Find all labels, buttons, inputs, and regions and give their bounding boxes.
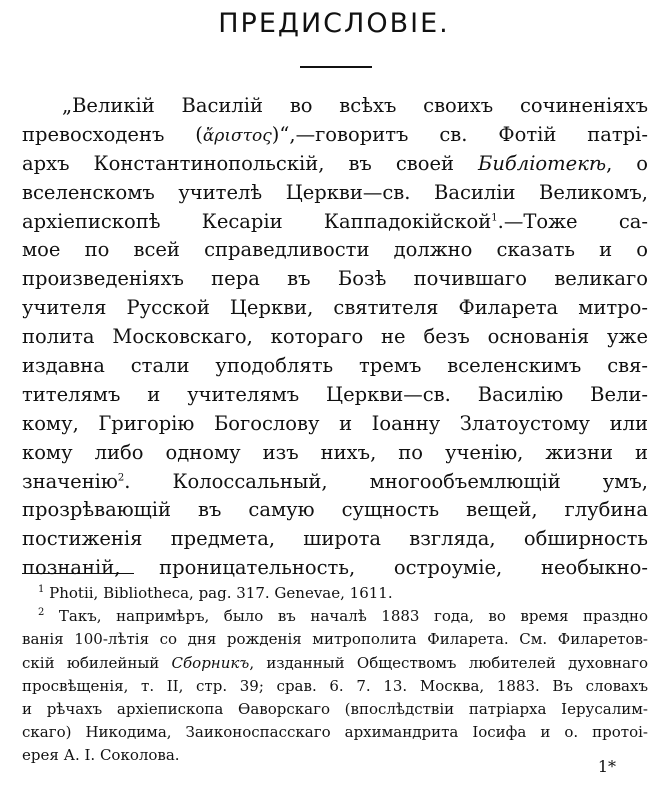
body-line: постиженія предмета, широта взгляда, обширность [22,527,648,551]
footnote-line: скаго) Никодима, Заиконоспасскаго архимандрита Іосифа и о. протоі- [22,723,648,742]
title-divider [300,66,372,68]
footnote-line: скій юбилейный Сборникъ, изданный Обществомъ любителей духовнаго [22,653,649,672]
body-text [22,92,648,583]
body-line: тителямъ и учителямъ Церкви—св. Василію Вели- [22,382,648,406]
body-line: прозрѣвающій въ самую сущность вещей, глубина [22,498,648,522]
footnote-line: ванія 100-лѣтія со дня рожденія митрополита Филарета. См. Филаретов- [22,630,648,649]
body-line: кому либо одному изъ нихъ, по ученію, жизни и [22,440,648,464]
body-line: полита Московскаго, котораго не безъ основанія уже [22,325,648,349]
body-line: вселенскомъ учителѣ Церкви—св. Василіи Великомъ, [22,180,648,204]
footnote-line: и рѣчахъ архіепископа Ѳаворскаго (впослѣдствіи патріарха Іерусалим- [22,699,648,718]
footnote-1: $^1$ Photii, Bibliotheca, pag. 317. Genevae, 1611. [38,584,393,602]
body-line: кому, Григорію Богослову и Іоанну Златоустому или [22,411,648,435]
body-line: мое по всей справедливости должно сказать и о [22,238,648,262]
body-line: произведеніяхъ пера въ Бозѣ почившаго великаго [22,267,648,291]
body-line: значенію$^2$. Колоссальный, многообъемлющій умъ, [22,469,648,493]
footnote-line: просвѣщенія, т. II, стр. 39; срав. 6. 7. 13. Москва, 1883. Въ словахъ [22,676,648,695]
page-title: ПРЕДИСЛОВІЕ. [218,8,450,39]
body-line: архіепископѣ Кесаріи Каппадокійской$^1$.—Тоже са- [22,209,648,233]
footnote-mark: 1 [38,584,45,595]
body-line: познаній, проницательность, остроуміе, необыкно- [22,556,648,580]
footnote-ref: 1 [491,212,498,224]
body-line: издавна стали уподоблять тремъ вселенскимъ свя- [22,354,648,378]
page-number: 1* [597,757,616,776]
footnotes [22,582,648,768]
body-line: превосходенъ (ἄριστος)“,—говоритъ св. Фотій патрі- [22,122,648,146]
body-line: „Великій Василій во всѣхъ своихъ сочиненіяхъ [62,94,648,117]
footnote-divider [22,573,134,574]
footnote-2: $^2$ Такъ, напримѣръ, было въ началѣ 1883 года, во время праздно [38,607,648,626]
body-line: архъ Константинопольскій, въ своей Библіотекѣ, о [22,151,648,175]
footnote-ref: 2 [117,472,125,484]
footnote-mark: 2 [38,607,45,619]
body-line: учителя Русской Церкви, святителя Филарета митро- [22,296,648,320]
footnote-line: ерея А. І. Соколова. [22,746,180,765]
